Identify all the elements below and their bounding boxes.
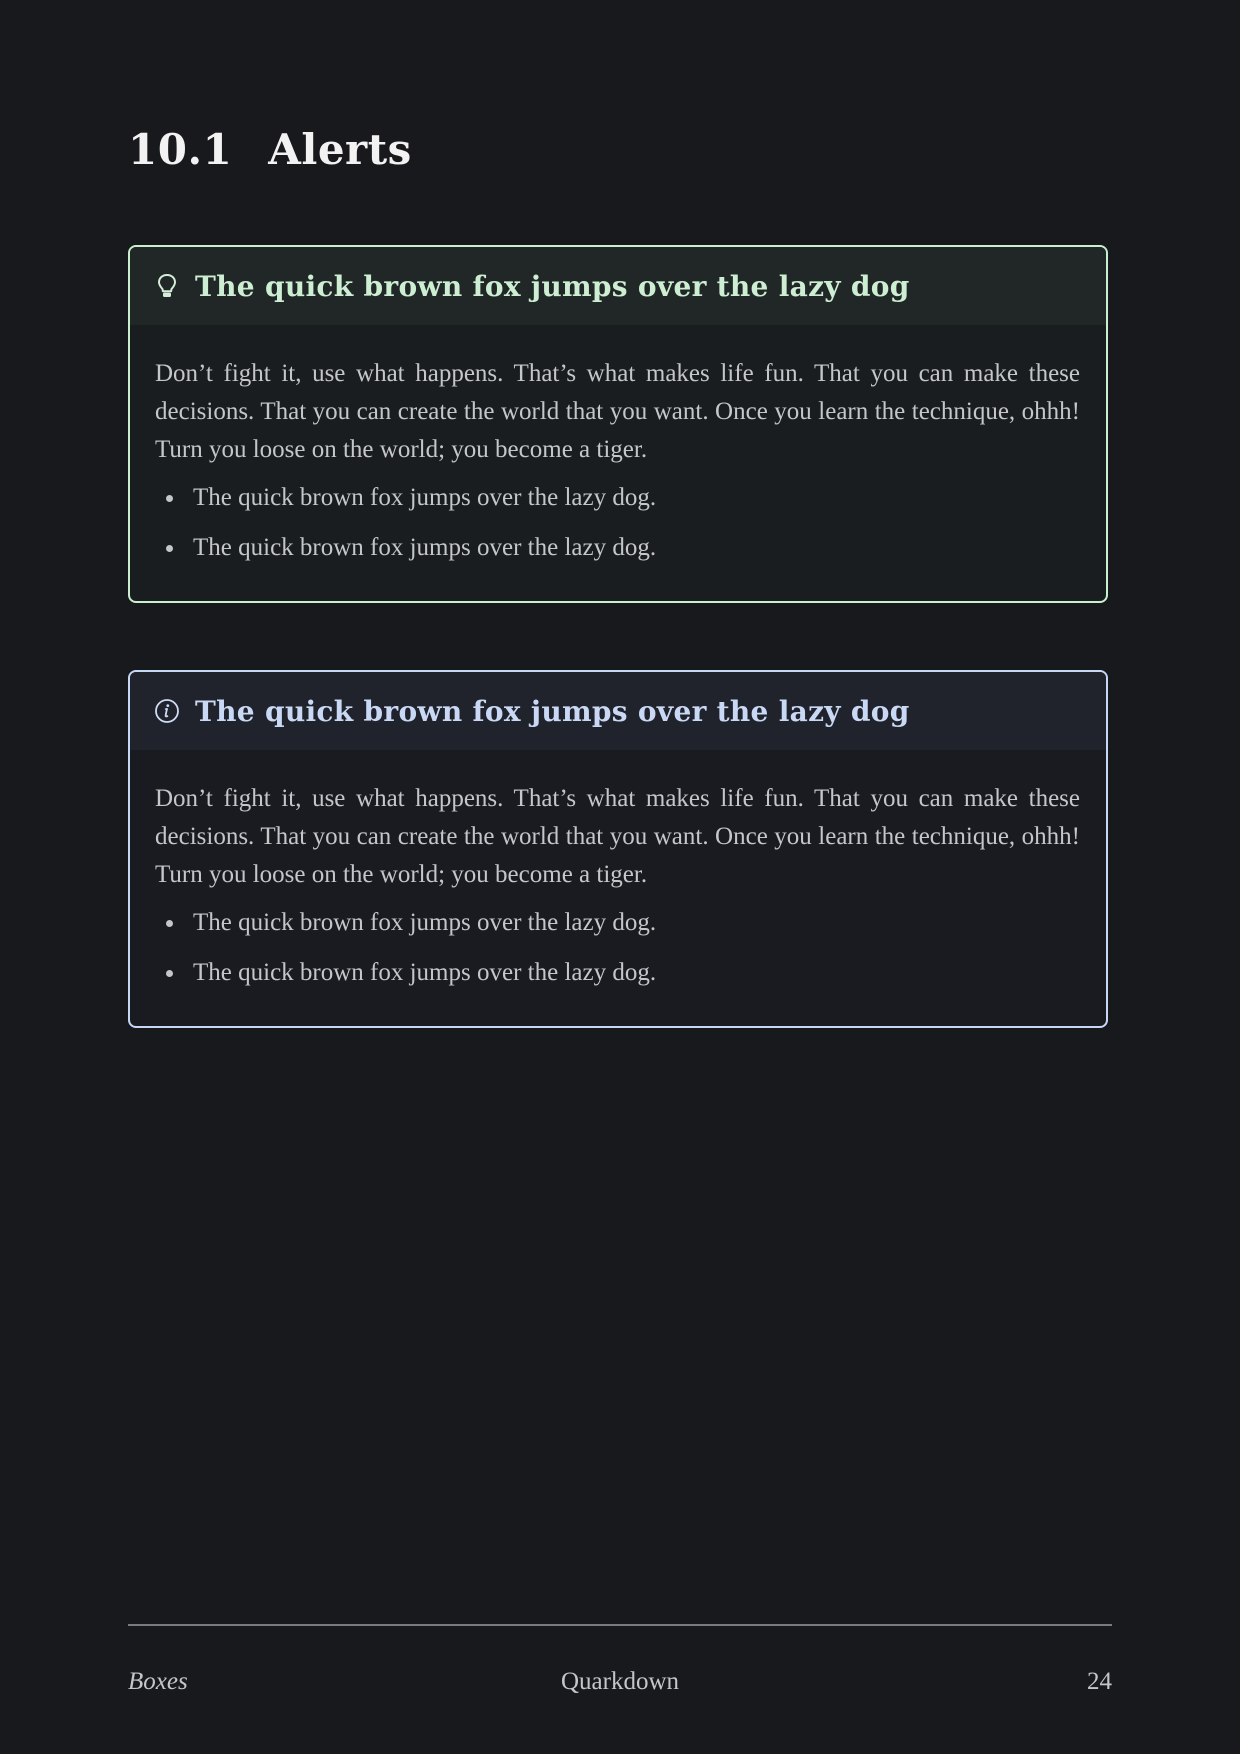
bullet-icon — [166, 970, 173, 977]
section-title: Alerts — [268, 125, 412, 174]
alert-body — [130, 325, 1106, 567]
list-item-text: The quick brown fox jumps over the lazy dog. — [193, 959, 657, 986]
list-item — [155, 954, 1080, 992]
footer-divider — [128, 1624, 1112, 1626]
bullet-icon — [166, 495, 173, 502]
note-alert-box — [128, 670, 1108, 1028]
alert-header — [130, 672, 1106, 750]
list-item-text: The quick brown fox jumps over the lazy dog. — [193, 909, 657, 936]
list-item — [155, 904, 1080, 942]
list-item-text: The quick brown fox jumps over the lazy dog. — [193, 484, 657, 511]
section-heading — [128, 118, 412, 182]
list-item-text: The quick brown fox jumps over the lazy dog. — [193, 534, 657, 561]
page-number: 24 — [1087, 1668, 1112, 1695]
alert-paragraph: Don’t fight it, use what happens. That’s what makes life fun. That you can make these decisions. That you can create the world that you want. Once you learn the technique, ohhh! Turn you loose on the world; you become a tiger. — [155, 785, 1080, 888]
page-footer — [128, 1668, 1112, 1708]
list-item — [155, 479, 1080, 517]
alert-title: The quick brown fox jumps over the lazy dog — [195, 694, 910, 728]
section-number: 10.1 — [128, 125, 233, 174]
info-circle-icon — [154, 698, 180, 724]
tip-alert-box — [128, 245, 1108, 603]
lightbulb-icon — [154, 273, 180, 299]
alert-title: The quick brown fox jumps over the lazy dog — [195, 269, 910, 303]
footer-document-title: Quarkdown — [560, 1668, 680, 1695]
bullet-icon — [166, 920, 173, 927]
alert-header — [130, 247, 1106, 325]
alert-paragraph: Don’t fight it, use what happens. That’s what makes life fun. That you can make these decisions. That you can create the world that you want. Once you learn the technique, ohhh! Turn you loose on the world; you become a tiger. — [155, 360, 1080, 463]
bullet-list — [155, 904, 1080, 992]
footer-chapter-name: Boxes — [128, 1668, 188, 1695]
alert-body — [130, 750, 1106, 992]
bullet-list — [155, 479, 1080, 567]
bullet-icon — [166, 545, 173, 552]
list-item — [155, 529, 1080, 567]
